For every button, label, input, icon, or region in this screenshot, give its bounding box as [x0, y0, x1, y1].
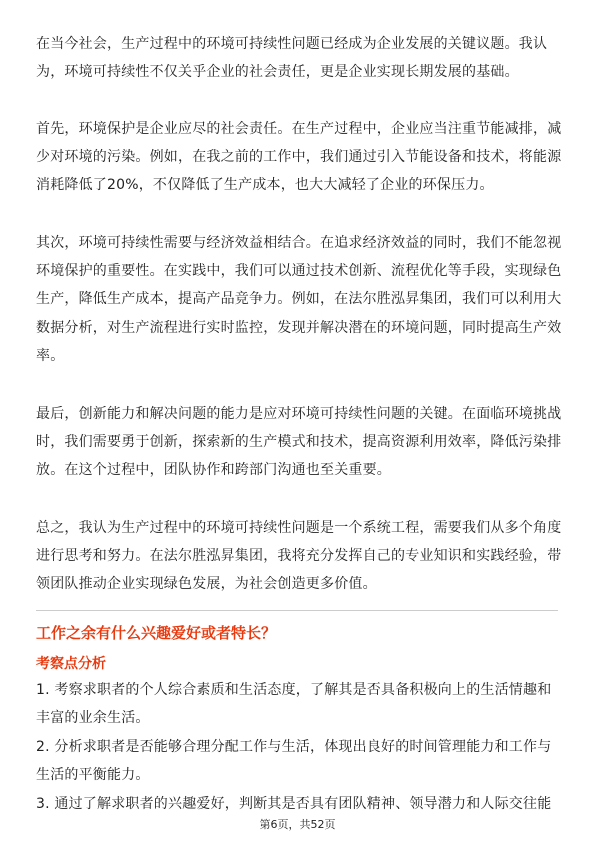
paragraph-intro: 在当今社会，生产过程中的环境可持续性问题已经成为企业发展的关键议题。我认为，环境可持续性不仅关乎企业的社会责任，更是企业实现长期发展的基础。	[36, 36, 548, 81]
paragraph-second: 其次，环境可持续性需要与经济效益相结合。在追求经济效益的同时，我们不能忽视环境保护的重要性。在实践中，我们可以通过技术创新、流程优化等手段，实现绿色生产，降低生产成本，提高产品竞争力。例如，在法尔胜泓昇集团，我们可以利用大数据分析，对生产流程进行实时监控，发现并解决潜在的环境问题，同时提高生产效率。	[36, 235, 562, 364]
list-item: 3. 通过了解求职者的兴趣爱好，判断其是否具有团队精神、领导潜力和人际交往能	[36, 796, 552, 812]
question-heading: 工作之余有什么兴趣爱好或者特长？	[36, 624, 277, 642]
paragraph-first: 首先，环境保护是企业应尽的社会责任。在生产过程中，企业应当注重节能减排，减少对环境的污染。例如，在我之前的工作中，我们通过引入节能设备和技术，将能源消耗降低了20%，不仅降低了生产成本，也大大减轻了企业的环保压力。	[36, 121, 562, 194]
list-item: 2. 分析求职者是否能够合理分配工作与生活，体现出良好的时间管理能力和工作与生活的平衡能力。	[36, 739, 552, 783]
page-number: 第6页，共52页	[259, 818, 336, 831]
paragraph-conclusion: 总之，我认为生产过程中的环境可持续性问题是一个系统工程，需要我们从多个角度进行思考和努力。在法尔胜泓昇集团，我将充分发挥自己的专业知识和实践经验，带领团队推动企业实现绿色发展，为社会创造更多价值。	[36, 520, 562, 593]
analysis-subheading: 考察点分析	[36, 656, 106, 672]
list-item: 1. 考察求职者的个人综合素质和生活态度，了解其是否具备积极向上的生活情趣和丰富的业余生活。	[36, 682, 552, 726]
section-divider	[36, 610, 558, 611]
paragraph-third: 最后，创新能力和解决问题的能力是应对环境可持续性问题的关键。在面临环境挑战时，我们需要勇于创新，探索新的生产模式和技术，提高资源利用效率，降低污染排放。在这个过程中，团队协作和跨部门沟通也至关重要。	[36, 406, 562, 479]
